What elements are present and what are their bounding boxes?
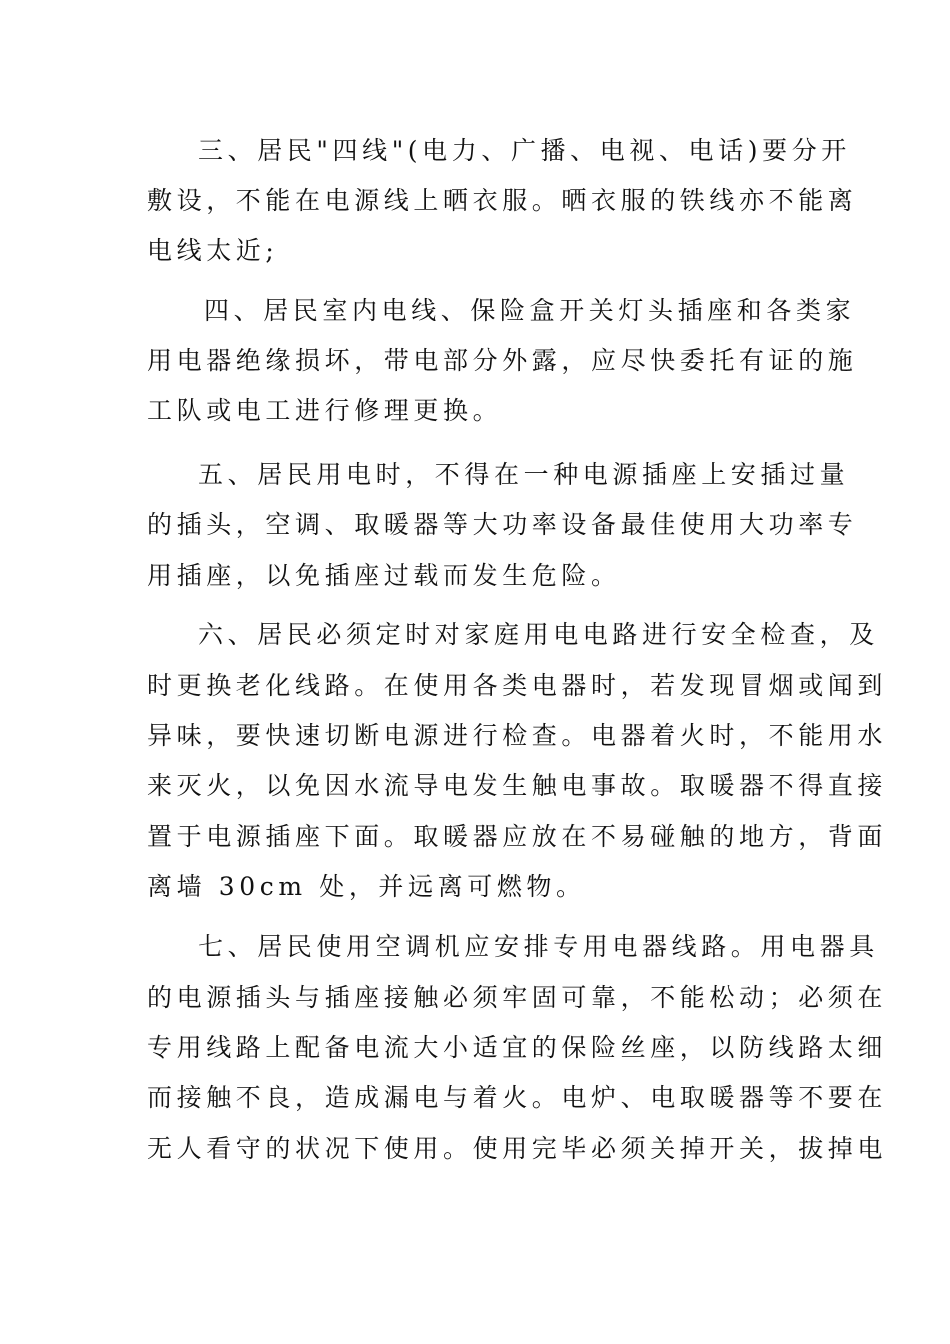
paragraph-7-line-5: 无人看守的状况下使用。使用完毕必须关掉开关，拔掉电 [147, 1134, 888, 1163]
paragraph-3-line-3: 电线太近; [147, 236, 279, 265]
paragraph-4-line-3: 工队或电工进行修理更换。 [147, 396, 503, 425]
paragraph-7-line-1: 七、居民使用空调机应安排专用电器线路。用电器具 [198, 932, 879, 961]
paragraph-4-line-2: 用电器绝缘损坏，带电部分外露，应尽快委托有证的施 [147, 346, 858, 375]
paragraph-5-line-2: 的插头，空调、取暖器等大功率设备最佳使用大功率专 [147, 510, 858, 539]
paragraph-7-line-4: 而接触不良，造成漏电与着火。电炉、电取暖器等不要在 [147, 1083, 888, 1112]
paragraph-7-line-3: 专用线路上配备电流大小适宜的保险丝座，以防线路太细 [147, 1033, 888, 1062]
paragraph-5-line-3: 用插座，以免插座过载而发生危险。 [147, 561, 621, 590]
paragraph-3-line-2: 敷设，不能在电源线上晒衣服。晒衣服的铁线亦不能离 [147, 186, 858, 215]
paragraph-6-line-2: 时更换老化线路。在使用各类电器时，若发现冒烟或闻到 [147, 671, 888, 700]
paragraph-6-line-3: 异味，要快速切断电源进行检查。电器着火时，不能用水 [147, 721, 888, 750]
paragraph-6-line-4: 来灭火，以免因水流导电发生触电事故。取暖器不得直接 [147, 771, 888, 800]
paragraph-5-line-1: 五、居民用电时，不得在一种电源插座上安插过量 [198, 460, 850, 489]
paragraph-6-line-5: 置于电源插座下面。取暖器应放在不易碰触的地方，背面 [147, 822, 888, 851]
paragraph-3-line-1: 三、居民"四线"(电力、广播、电视、电话)要分开 [198, 136, 851, 165]
paragraph-7-line-2: 的电源插头与插座接触必须牢固可靠，不能松动；必须在 [147, 983, 888, 1012]
paragraph-6-line-6: 离墙 30cm 处，并远离可燃物。 [147, 872, 586, 901]
paragraph-6-line-1: 六、居民必须定时对家庭用电电路进行安全检查，及 [198, 620, 879, 649]
paragraph-4-line-1: 四、居民室内电线、保险盒开关灯头插座和各类家 [204, 296, 856, 325]
